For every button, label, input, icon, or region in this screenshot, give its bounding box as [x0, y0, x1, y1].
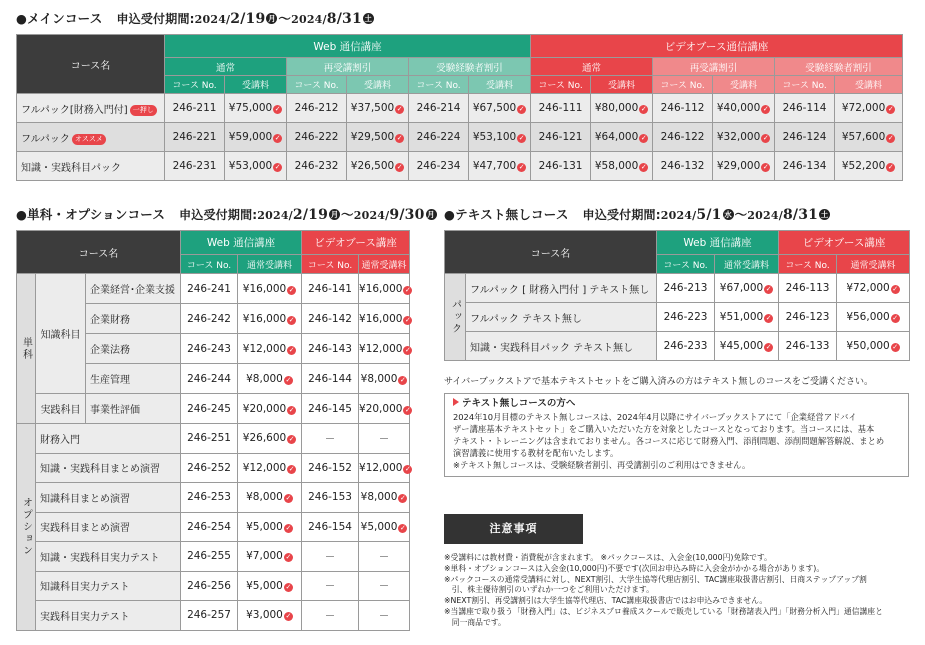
fee-value: ¥67,000 — [719, 282, 764, 294]
course-code-cell: 246-144 — [302, 364, 359, 394]
video-retake-header: 再受講割引 — [653, 58, 775, 76]
notice-list — [444, 553, 914, 629]
discount-icon: ✓ — [285, 582, 292, 591]
notice-line: ※当講座で取り扱う「財務入門」は、ビジネスプロ養成スクールで販売している「財務諸表入門」「財務分析入門」通信講座と — [444, 606, 883, 616]
fee-value: ¥52,200 — [841, 160, 886, 172]
discount-icon: ✓ — [285, 523, 292, 532]
fee-cell — [238, 512, 302, 542]
course-code-cell: 246-133 — [779, 332, 837, 361]
fee-cell — [359, 542, 410, 572]
course-code-cell: 246-231 — [165, 152, 225, 181]
course-code-cell: 246-143 — [302, 334, 359, 364]
course-code-cell: 246-224 — [409, 123, 469, 152]
fee-header: 受講料 — [347, 76, 409, 94]
discount-icon: ✓ — [405, 315, 411, 324]
main-course-table — [16, 34, 903, 181]
group-pack-cell: パック — [445, 274, 466, 361]
course-name-cell: 生産管理 — [86, 364, 181, 394]
fee-value: ¥16,000 — [359, 282, 403, 295]
fee-value: ¥58,000 — [594, 160, 639, 172]
fee-value: ¥59,000 — [228, 131, 273, 143]
fee-value: － — [378, 550, 390, 563]
fee-value: ¥26,500 — [350, 160, 395, 172]
course-name-header: コース名 — [17, 35, 165, 94]
discount-icon: ✓ — [405, 345, 411, 354]
table-row — [17, 542, 410, 572]
fee-header: 受講料 — [591, 76, 653, 94]
fee-header: 通常受講料 — [238, 255, 302, 274]
fee-header: 受講料 — [225, 76, 287, 94]
course-name-cell — [17, 94, 165, 123]
discount-icon: ✓ — [762, 134, 769, 142]
discount-icon: ✓ — [396, 105, 403, 113]
fee-value: ¥8,000 — [246, 491, 283, 504]
table-row — [17, 512, 410, 542]
single-option-table — [16, 230, 410, 631]
notice-line: 同一商品です。 — [444, 617, 506, 627]
web-header: Web 通信講座 — [181, 231, 302, 255]
web-experience-header: 受験経験者割引 — [409, 58, 531, 76]
course-code-cell: － — [302, 542, 359, 572]
fee-value: ¥72,000 — [846, 282, 890, 294]
web-regular-header: 通常 — [165, 58, 287, 76]
notice-line: ※NEXT割引、再受講割引は大学生協等代理店、TAC講座取扱書店ではお申込みできません。 — [444, 596, 768, 606]
fee-cell — [591, 123, 653, 152]
course-code-cell: 246-113 — [779, 274, 837, 303]
fee-cell — [359, 394, 410, 424]
discount-icon: ✓ — [288, 315, 295, 324]
fee-value: ¥8,000 — [246, 372, 283, 385]
fee-cell — [225, 152, 287, 181]
fee-cell — [837, 332, 910, 361]
discount-icon: ✓ — [396, 134, 403, 142]
fee-value: ¥47,700 — [472, 160, 517, 172]
fee-cell — [837, 274, 910, 303]
fee-cell — [238, 453, 302, 483]
fee-value: ¥75,000 — [228, 102, 273, 114]
course-code-cell: 246-153 — [302, 483, 359, 513]
code-header: コース No. — [409, 76, 469, 94]
course-name-cell: 企業経営･企業支援 — [86, 274, 181, 304]
discount-icon: ✓ — [285, 553, 292, 562]
fee-value: ¥12,000 — [359, 461, 403, 474]
code-header: コース No. — [653, 76, 713, 94]
discount-icon: ✓ — [288, 345, 295, 354]
discount-icon: ✓ — [640, 105, 647, 113]
fee-value: ¥5,000 — [360, 520, 398, 533]
fee-cell — [591, 94, 653, 123]
fee-header: 通常受講料 — [837, 255, 910, 274]
recommend-badge: オススメ — [72, 134, 106, 145]
table-row — [17, 424, 410, 454]
discount-icon: ✓ — [887, 134, 894, 142]
textless-note — [444, 393, 909, 477]
code-header: コース No. — [775, 76, 835, 94]
fee-cell — [469, 123, 531, 152]
discount-icon: ✓ — [274, 134, 281, 142]
text-section-title: ●テキスト無しコース 申込受付期間:2024/5/1 水 ～2024/8/31 土 — [444, 207, 829, 223]
course-code-cell: － — [302, 571, 359, 601]
fee-cell — [238, 364, 302, 394]
course-code-cell: 246-212 — [287, 94, 347, 123]
discount-icon: ✓ — [396, 163, 403, 171]
fee-value: － — [378, 580, 390, 593]
fee-cell — [359, 334, 410, 364]
fee-cell — [238, 334, 302, 364]
textless-table — [444, 230, 910, 361]
table-row — [445, 274, 910, 303]
note-line: ※テキスト無しコースは、受験経験者割引、再受講割引のご利用はできません。 — [453, 460, 751, 470]
course-code-cell: 246-252 — [181, 453, 238, 483]
fee-value: ¥5,000 — [246, 520, 283, 533]
single-section-title: ●単科・オプションコース 申込受付期間:2024/2/19 月 ～2024/9/30 月 — [16, 207, 435, 223]
group-option-cell: オプション — [17, 424, 36, 631]
fee-value: － — [378, 432, 390, 445]
table-row — [445, 332, 910, 361]
fee-cell — [359, 364, 410, 394]
fee-value: ¥5,000 — [246, 579, 283, 592]
video-header: ビデオブース講座 — [779, 231, 910, 255]
note-line: ザー講座基本テキストセット」をご購入いただいた方を対象としたコースとなっております。当コースには、基本 — [453, 424, 875, 434]
course-name-cell: 知識科目まとめ演習 — [36, 483, 181, 513]
course-name-cell: 企業財務 — [86, 304, 181, 334]
fee-value: － — [378, 609, 390, 622]
course-code-cell: 246-245 — [181, 394, 238, 424]
fee-cell — [238, 542, 302, 572]
course-code-cell: 246-221 — [165, 123, 225, 152]
note-line: 演習講義に使用する教材を配布いたします。 — [453, 448, 619, 458]
fee-value: ¥12,000 — [242, 342, 287, 355]
fee-cell — [469, 152, 531, 181]
course-code-cell: 246-111 — [531, 94, 591, 123]
fee-cell — [469, 94, 531, 123]
fee-cell — [225, 123, 287, 152]
discount-icon: ✓ — [640, 163, 647, 171]
fee-value: ¥40,000 — [716, 102, 761, 114]
table-row — [445, 303, 910, 332]
fee-value: ¥20,000 — [359, 402, 403, 415]
note-line: テキスト・トレーニングは含まれておりません。各コースに応じて財務入門、添削問題、添削問題解答解説、まとめ — [453, 436, 885, 446]
course-name: 知識・実践科目パック — [21, 162, 121, 174]
web-header: Web 通信講座 — [165, 35, 531, 58]
discount-icon: ✓ — [274, 105, 281, 113]
discount-icon: ✓ — [765, 343, 772, 351]
course-code-cell: 246-232 — [287, 152, 347, 181]
code-header: コース No. — [181, 255, 238, 274]
fee-cell — [238, 394, 302, 424]
table-row — [17, 571, 410, 601]
course-code-cell: 246-132 — [653, 152, 713, 181]
course-code-cell: 246-152 — [302, 453, 359, 483]
fee-cell — [835, 123, 903, 152]
note-title: テキスト無しコースの方へ — [453, 398, 900, 410]
fee-cell — [359, 512, 410, 542]
discount-icon: ✓ — [288, 285, 295, 294]
fee-value: ¥29,000 — [716, 160, 761, 172]
course-code-cell: － — [302, 424, 359, 454]
course-code-cell: 246-145 — [302, 394, 359, 424]
discount-icon: ✓ — [405, 405, 411, 414]
course-code-cell: 246-244 — [181, 364, 238, 394]
course-name-cell: 知識・実践科目実力テスト — [36, 542, 181, 572]
fee-value: ¥32,000 — [716, 131, 761, 143]
course-name-cell: 知識・実践科目パック テキスト無し — [466, 332, 657, 361]
fee-value: ¥16,000 — [359, 312, 403, 325]
course-code-cell: 246-255 — [181, 542, 238, 572]
video-header: ビデオブース講座 — [302, 231, 410, 255]
fee-cell — [359, 453, 410, 483]
course-code-cell: 246-114 — [775, 94, 835, 123]
fee-cell — [591, 152, 653, 181]
fee-value: ¥67,500 — [472, 102, 517, 114]
course-name: フルパック — [21, 133, 70, 145]
fee-cell — [225, 94, 287, 123]
table-row — [17, 483, 410, 513]
fee-value: ¥8,000 — [360, 491, 398, 504]
notice-line: ※単科・オプションコースは入会金(10,000円)不要です(次回お申込み時に入会金がかかる場合があります)。 — [444, 563, 825, 573]
course-name-cell: 実践科目実力テスト — [36, 601, 181, 631]
course-code-cell: 246-234 — [409, 152, 469, 181]
fee-cell — [713, 123, 775, 152]
fee-value: ¥12,000 — [242, 461, 287, 474]
fee-cell — [347, 94, 409, 123]
discount-icon: ✓ — [765, 314, 772, 322]
discount-icon: ✓ — [518, 105, 525, 113]
fee-header: 受講料 — [469, 76, 531, 94]
fee-value: ¥12,000 — [359, 342, 403, 355]
code-header: コース No. — [779, 255, 837, 274]
fee-cell — [359, 424, 410, 454]
fee-cell — [715, 274, 779, 303]
textless-info: サイバーブックストアで基本テキストセットをご購入済みの方はテキスト無しのコースをご受講ください。 — [444, 377, 873, 387]
table-row — [17, 274, 410, 304]
fee-value: ¥20,000 — [242, 402, 287, 415]
fee-value: ¥7,000 — [246, 550, 283, 563]
fee-cell — [347, 123, 409, 152]
fee-value: ¥56,000 — [846, 311, 890, 323]
course-code-cell: 246-257 — [181, 601, 238, 631]
course-code-cell: 246-142 — [302, 304, 359, 334]
course-code-cell: 246-123 — [779, 303, 837, 332]
code-header: コース No. — [302, 255, 359, 274]
fee-cell — [715, 303, 779, 332]
discount-icon: ✓ — [405, 285, 411, 294]
course-name-cell — [17, 152, 165, 181]
course-name-header: コース名 — [17, 231, 181, 274]
table-row — [17, 123, 903, 152]
fee-value: ¥64,000 — [594, 131, 639, 143]
notice-line: 引、株主優待割引のいずれか一つをご利用いただけます。 — [444, 585, 654, 595]
web-header: Web 通信講座 — [657, 231, 779, 255]
fee-cell — [715, 332, 779, 361]
discount-icon: ✓ — [518, 134, 525, 142]
course-name-cell: フルパック [ 財務入門付 ] テキスト無し — [466, 274, 657, 303]
fee-value: ¥72,000 — [841, 102, 886, 114]
course-code-cell: 246-223 — [657, 303, 715, 332]
discount-icon: ✓ — [762, 105, 769, 113]
table-row — [17, 601, 410, 631]
discount-icon: ✓ — [887, 163, 894, 171]
table-row — [17, 152, 903, 181]
fee-cell — [238, 274, 302, 304]
discount-icon: ✓ — [892, 343, 899, 351]
discount-icon: ✓ — [892, 314, 899, 322]
sub-knowledge-cell: 知識科目 — [36, 274, 86, 394]
fee-value: ¥26,600 — [242, 432, 287, 445]
discount-icon: ✓ — [762, 163, 769, 171]
discount-icon: ✓ — [274, 163, 281, 171]
course-code-cell: 246-122 — [653, 123, 713, 152]
discount-icon: ✓ — [640, 134, 647, 142]
course-name-cell: 実践科目まとめ演習 — [36, 512, 181, 542]
fee-value: ¥16,000 — [242, 312, 287, 325]
course-name-cell — [17, 123, 165, 152]
course-code-cell: 246-214 — [409, 94, 469, 123]
notice-line: ※パックコースの通常受講料に対し、NEXT割引、大学生協等代理店割引、TAC講座取扱書店割引、日商ステップアップ割 — [444, 574, 867, 584]
course-code-cell: 246-251 — [181, 424, 238, 454]
fee-value: ¥16,000 — [242, 282, 287, 295]
fee-cell — [359, 304, 410, 334]
course-name-cell: 知識・実践科目まとめ演習 — [36, 453, 181, 483]
discount-icon: ✓ — [285, 494, 292, 503]
course-code-cell: 246-121 — [531, 123, 591, 152]
fee-cell — [238, 424, 302, 454]
fee-value: ¥53,100 — [472, 131, 517, 143]
course-code-cell: 246-211 — [165, 94, 225, 123]
fee-header: 通常受講料 — [359, 255, 410, 274]
course-code-cell: 246-131 — [531, 152, 591, 181]
table-row — [17, 453, 410, 483]
fee-value: ¥51,000 — [719, 311, 764, 323]
course-name: フルパック[財務入門付] — [21, 104, 128, 116]
discount-icon: ✓ — [288, 464, 295, 473]
table-row — [17, 94, 903, 123]
discount-icon: ✓ — [399, 523, 406, 532]
course-code-cell: 246-253 — [181, 483, 238, 513]
course-code-cell: － — [302, 601, 359, 631]
course-code-cell: 246-112 — [653, 94, 713, 123]
course-code-cell: 246-233 — [657, 332, 715, 361]
course-code-cell: 246-222 — [287, 123, 347, 152]
discount-icon: ✓ — [285, 612, 292, 621]
code-header: コース No. — [287, 76, 347, 94]
fee-cell — [359, 571, 410, 601]
fee-value: ¥3,000 — [246, 609, 283, 622]
course-name-cell: 知識科目実力テスト — [36, 571, 181, 601]
fee-cell — [835, 94, 903, 123]
fee-cell — [835, 152, 903, 181]
course-code-cell: 246-213 — [657, 274, 715, 303]
discount-icon: ✓ — [399, 375, 406, 384]
video-regular-header: 通常 — [531, 58, 653, 76]
fee-value: ¥8,000 — [360, 372, 398, 385]
discount-icon: ✓ — [288, 405, 295, 414]
discount-icon: ✓ — [892, 285, 899, 293]
sub-practice-cell: 実践科目 — [36, 394, 86, 424]
course-code-cell: 246-134 — [775, 152, 835, 181]
fee-value: ¥37,500 — [350, 102, 395, 114]
fee-cell — [238, 304, 302, 334]
course-code-cell: 246-242 — [181, 304, 238, 334]
code-header: コース No. — [531, 76, 591, 94]
video-header: ビデオブース通信講座 — [531, 35, 903, 58]
code-header: コース No. — [165, 76, 225, 94]
fee-header: 通常受講料 — [715, 255, 779, 274]
fee-cell — [359, 483, 410, 513]
fee-cell — [347, 152, 409, 181]
course-name-cell: 企業法務 — [86, 334, 181, 364]
discount-icon: ✓ — [518, 163, 525, 171]
fee-value: ¥50,000 — [846, 340, 890, 352]
discount-icon: ✓ — [887, 105, 894, 113]
course-code-cell: 246-124 — [775, 123, 835, 152]
code-header: コース No. — [657, 255, 715, 274]
fee-header: 受講料 — [713, 76, 775, 94]
discount-icon: ✓ — [765, 285, 772, 293]
fee-header: 受講料 — [835, 76, 903, 94]
fee-value: ¥45,000 — [719, 340, 764, 352]
fee-cell — [713, 152, 775, 181]
fee-cell — [238, 571, 302, 601]
course-code-cell: 246-256 — [181, 571, 238, 601]
notice-heading: 注意事項 — [444, 514, 583, 544]
notice-line: ※受講料には教材費・消費税が含まれます。 ※パックコースは、入会金(10,000円)免除です。 — [444, 553, 772, 562]
fee-cell — [238, 483, 302, 513]
group-single-cell: 単科 — [17, 274, 36, 424]
discount-icon: ✓ — [399, 494, 406, 503]
course-name-cell: 事業性評価 — [86, 394, 181, 424]
course-name-header: コース名 — [445, 231, 657, 274]
discount-icon: ✓ — [288, 435, 295, 444]
main-section-title: ●メインコース 申込受付期間:2024/2/19 月 ～2024/8/31 土 — [16, 11, 373, 27]
fee-cell — [837, 303, 910, 332]
web-retake-header: 再受講割引 — [287, 58, 409, 76]
course-code-cell: 246-141 — [302, 274, 359, 304]
fee-cell — [238, 601, 302, 631]
fee-value: ¥53,000 — [228, 160, 273, 172]
note-line: 2024年10月目標のテキスト無しコースは、2024年4月以降にサイバーブックストアにて「企業経営アドバイ — [453, 412, 857, 422]
recommend-badge: 一押し — [130, 105, 157, 116]
fee-value: ¥80,000 — [594, 102, 639, 114]
fee-cell — [359, 274, 410, 304]
course-code-cell: 246-254 — [181, 512, 238, 542]
discount-icon: ✓ — [405, 464, 411, 473]
fee-value: ¥29,500 — [350, 131, 395, 143]
course-name-cell: 財務入門 — [36, 424, 181, 454]
table-row — [17, 394, 410, 424]
course-code-cell: 246-241 — [181, 274, 238, 304]
course-name-cell: フルパック テキスト無し — [466, 303, 657, 332]
course-code-cell: 246-154 — [302, 512, 359, 542]
fee-cell — [713, 94, 775, 123]
course-code-cell: 246-243 — [181, 334, 238, 364]
video-experience-header: 受験経験者割引 — [775, 58, 903, 76]
fee-cell — [359, 601, 410, 631]
fee-value: ¥57,600 — [841, 131, 886, 143]
discount-icon: ✓ — [285, 375, 292, 384]
